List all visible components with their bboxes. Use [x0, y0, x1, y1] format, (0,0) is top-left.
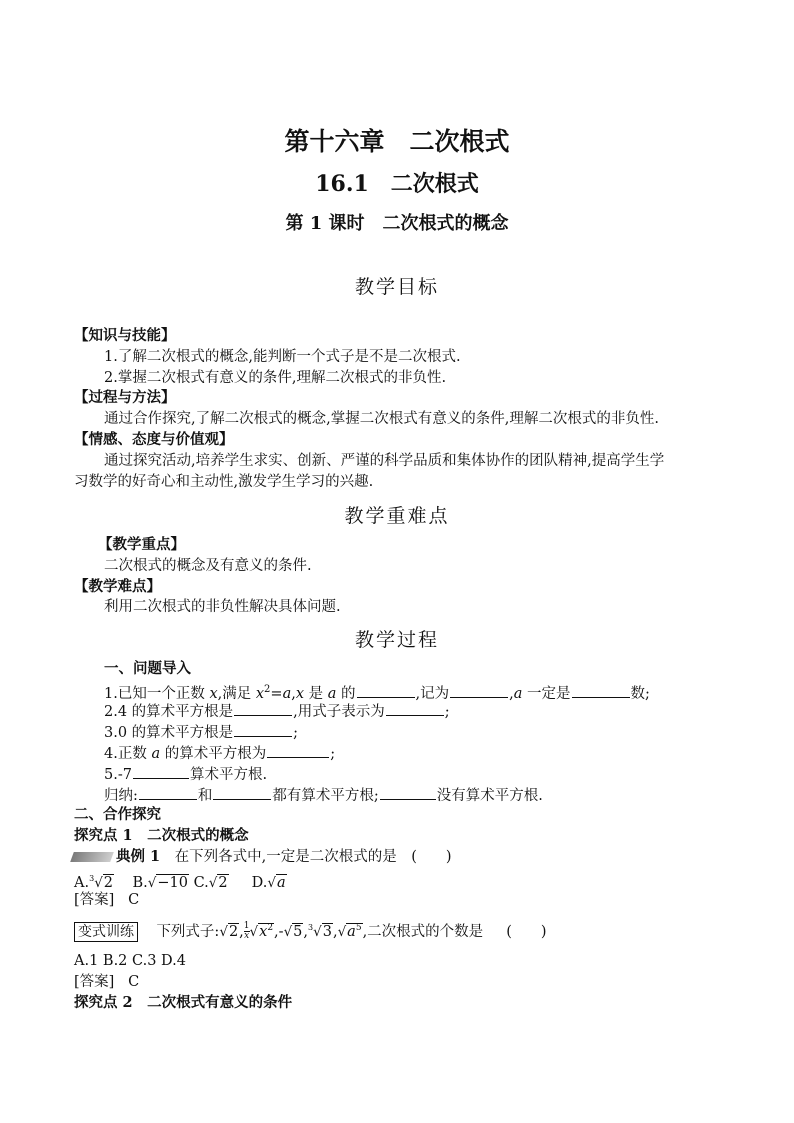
blank[interactable] [234, 701, 292, 716]
question-5: 5.-7 算术平方根. [104, 764, 267, 785]
process-label: 【过程与方法】 [74, 389, 176, 406]
hard-text: 利用二次根式的非负性解决具体问题. [104, 599, 341, 615]
question-4: 4.正数 a 的算术平方根为 ; [104, 743, 335, 764]
key-text: 二次根式的概念及有意义的条件. [104, 558, 312, 574]
summary-line: 归纳: 和 都有算术平方根; 没有算术平方根. [104, 785, 543, 806]
blank[interactable] [357, 683, 415, 698]
variant-label: 变式训练 [74, 922, 138, 942]
blank[interactable] [267, 743, 329, 758]
emotion-text-2: 习数学的好奇心和主动性,激发学生学习的兴趣. [74, 474, 374, 490]
blank[interactable] [213, 785, 271, 800]
blank[interactable] [572, 683, 630, 698]
variant-exercise: 变式训练 下列式子:√2, $\frac{1}{x}$ $√x^2,-√5,^3√3,√a^5$,二次根式的个数是 ( ) [74, 918, 547, 942]
section-title: 16.1 二次根式 [315, 171, 479, 197]
process-text: 通过合作探究,了解二次根式的概念,掌握二次根式有意义的条件,理解二次根式的非负性. [104, 411, 659, 427]
part1-title: 一、问题导入 [104, 660, 191, 677]
blank[interactable] [234, 722, 292, 737]
process-heading: 教学过程 [354, 629, 439, 651]
blank[interactable] [380, 785, 436, 800]
lesson-title: 第 1 课时 二次根式的概念 [285, 213, 509, 234]
knowledge-item-2: 2.掌握二次根式有意义的条件,理解二次根式的非负性. [104, 370, 447, 386]
blank[interactable] [450, 683, 508, 698]
part2-title: 二、合作探究 [74, 806, 161, 823]
explore-point-1: 探究点 1 二次根式的概念 [74, 827, 249, 844]
ribbon-icon [70, 852, 114, 862]
knowledge-label: 【知识与技能】 [74, 327, 176, 344]
question-1: 1.已知一个正数 x,满足 $x^2=a,x$ 是 a 的 ,记为 ,a 一定是 数; [104, 684, 650, 702]
difficulty-heading: 教学重难点 [344, 505, 450, 527]
blank[interactable] [133, 764, 189, 779]
question-2: 2.4 的算术平方根是 ,用式子表示为 ; [104, 701, 450, 722]
explore-point-2: 探究点 2 二次根式有意义的条件 [74, 994, 293, 1011]
example-1: 典例 1 在下列各式中,一定是二次根式的是 ( ) [72, 847, 452, 867]
emotion-label: 【情感、态度与价值观】 [74, 431, 234, 448]
chapter-title: 第十六章 二次根式 [284, 127, 510, 156]
goals-heading: 教学目标 [354, 276, 439, 298]
blank[interactable] [139, 785, 197, 800]
blank[interactable] [386, 701, 444, 716]
example-1-options: A.$^3$√2 B.√−10 C.√2 D.√a [74, 874, 286, 891]
key-label: 【教学重点】 [98, 536, 185, 553]
emotion-text-1: 通过探究活动,培养学生求实、创新、严谨的科学品质和集体协作的团队精神,提高学生学 [104, 453, 665, 469]
answer-1: [答案] C [74, 892, 140, 908]
hard-label: 【教学难点】 [74, 578, 161, 595]
question-3: 3.0 的算术平方根是 ; [104, 722, 298, 743]
answer-2: [答案] C [74, 974, 140, 990]
knowledge-item-1: 1.了解二次根式的概念,能判断一个式子是不是二次根式. [104, 349, 461, 365]
variant-options: A.1 B.2 C.3 D.4 [74, 953, 186, 969]
